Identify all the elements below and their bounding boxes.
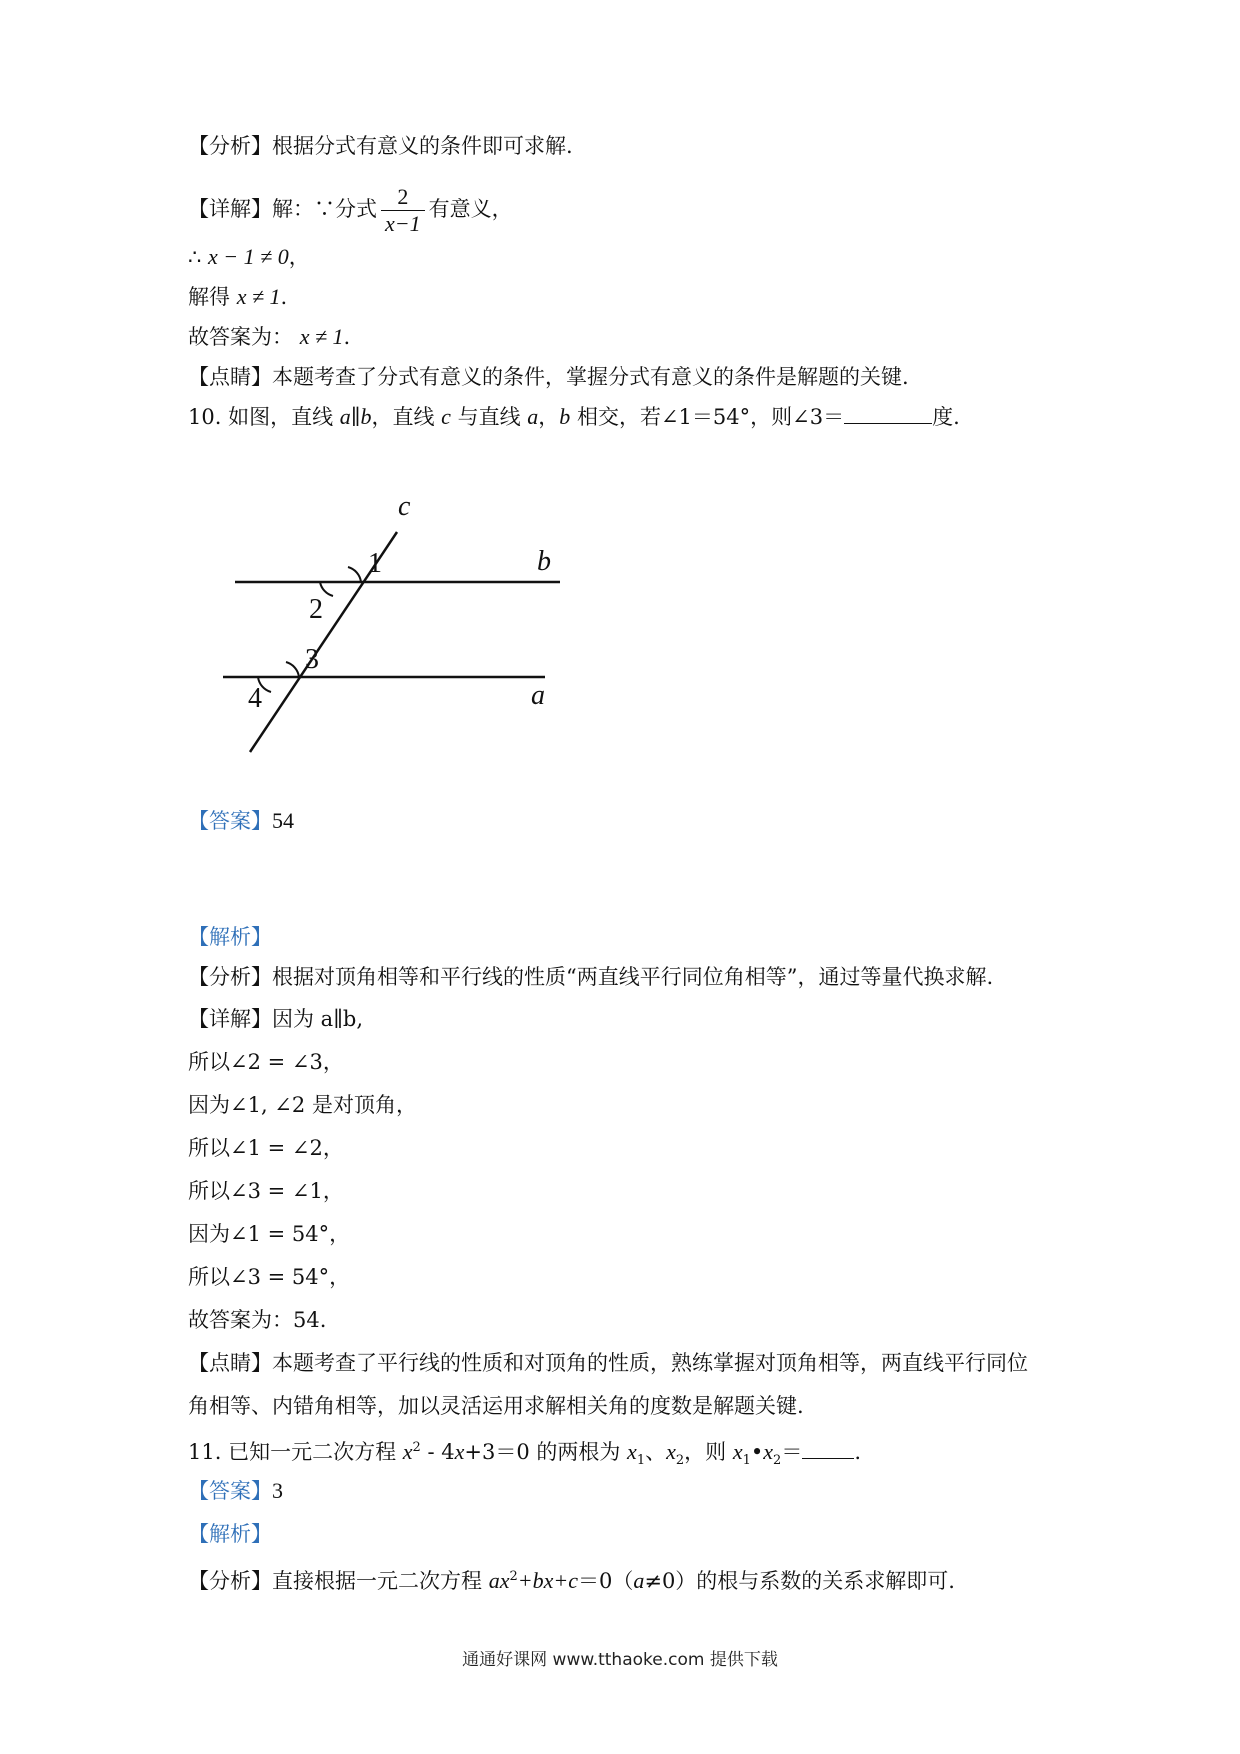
q11-explain: 【解析】 (188, 1522, 272, 1546)
q11-answer: 【答案】3 (188, 1478, 283, 1503)
q9-comment: 【点睛】本题考查了分式有意义的条件，掌握分式有意义的条件是解题的关键. (188, 365, 909, 389)
q10-comment-cont: 角相等、内错角相等，加以灵活运用求解相关角的度数是解题关键. (188, 1394, 804, 1418)
angle-3-arc (286, 662, 299, 677)
q9-detail: 【详解】解：∵分式 $\frac{2}{x-1}$ 有意义， (188, 184, 513, 236)
q10-stem: 10. 如图，直线 a∥b，直线 c 与直线 a，b 相交，若∠1＝54°，则∠3＝ 度. (188, 404, 960, 429)
q9-step3: 故答案为： x ≠ 1. (188, 324, 351, 349)
label-2: 2 (309, 594, 323, 625)
tag-answer: 【答案】 (188, 809, 272, 833)
label-4: 4 (248, 683, 262, 714)
q9-analysis: 【分析】根据分式有意义的条件即可求解. (188, 134, 573, 158)
q10-detail: 【详解】因为 a∥b, (188, 1007, 364, 1031)
q10-comment: 【点睛】本题考查了平行线的性质和对顶角的性质，熟练掌握对顶角相等，两直线平行同位 (188, 1351, 1028, 1375)
q10-step: 所以∠2 = ∠3， (188, 1050, 344, 1074)
q10-explain (188, 922, 272, 952)
q10-step: 所以∠3 = ∠1， (188, 1179, 344, 1203)
tag-detail: 【详解】 (188, 197, 272, 221)
q9-step1: ∴ x − 1 ≠ 0， (188, 244, 310, 269)
parallel-lines-figure (215, 492, 575, 762)
tag-comment: 【点睛】 (188, 365, 272, 389)
angle-1-arc (348, 567, 361, 582)
label-1: 1 (368, 548, 382, 579)
q10-step: 所以∠3 = 54°， (188, 1265, 351, 1289)
label-b: b (537, 546, 551, 577)
label-c: c (398, 492, 411, 522)
tag-analysis: 【分析】 (188, 134, 272, 158)
q10-answer: 【答案】54 (188, 808, 294, 833)
q10-step: 故答案为：54. (188, 1308, 327, 1332)
q9-step2: 解得 x ≠ 1. (188, 284, 288, 309)
label-3: 3 (305, 644, 319, 675)
q11-analysis: 【分析】直接根据一元二次方程 $ax^2+bx+c=0(a\ne 0)$的根与系数的关系求解即可. (188, 1568, 955, 1593)
label-a: a (531, 680, 545, 711)
answer-blank (802, 1438, 854, 1459)
q10-step: 因为∠1, ∠2 是对顶角， (188, 1093, 417, 1117)
q10-step: 所以∠1 = ∠2， (188, 1136, 344, 1160)
tag-explain: 【解析】 (188, 925, 272, 949)
page-footer: 通通好课网 www.tthaoke.com 提供下载 (462, 1650, 778, 1670)
q10-analysis: 【分析】根据对顶角相等和平行线的性质“两直线平行同位角相等”，通过等量代换求解. (188, 965, 994, 989)
answer-blank (844, 403, 932, 424)
q11-stem: 11. 已知一元二次方程 $x^2 - 4x+3=0$ 的两根为 $x_1$、$x_2$，则 $x_1•x_2=$ . (188, 1439, 861, 1469)
q10-step: 因为∠1 = 54°， (188, 1222, 351, 1246)
fraction: $\frac{2}{x-1}$ (381, 184, 425, 237)
